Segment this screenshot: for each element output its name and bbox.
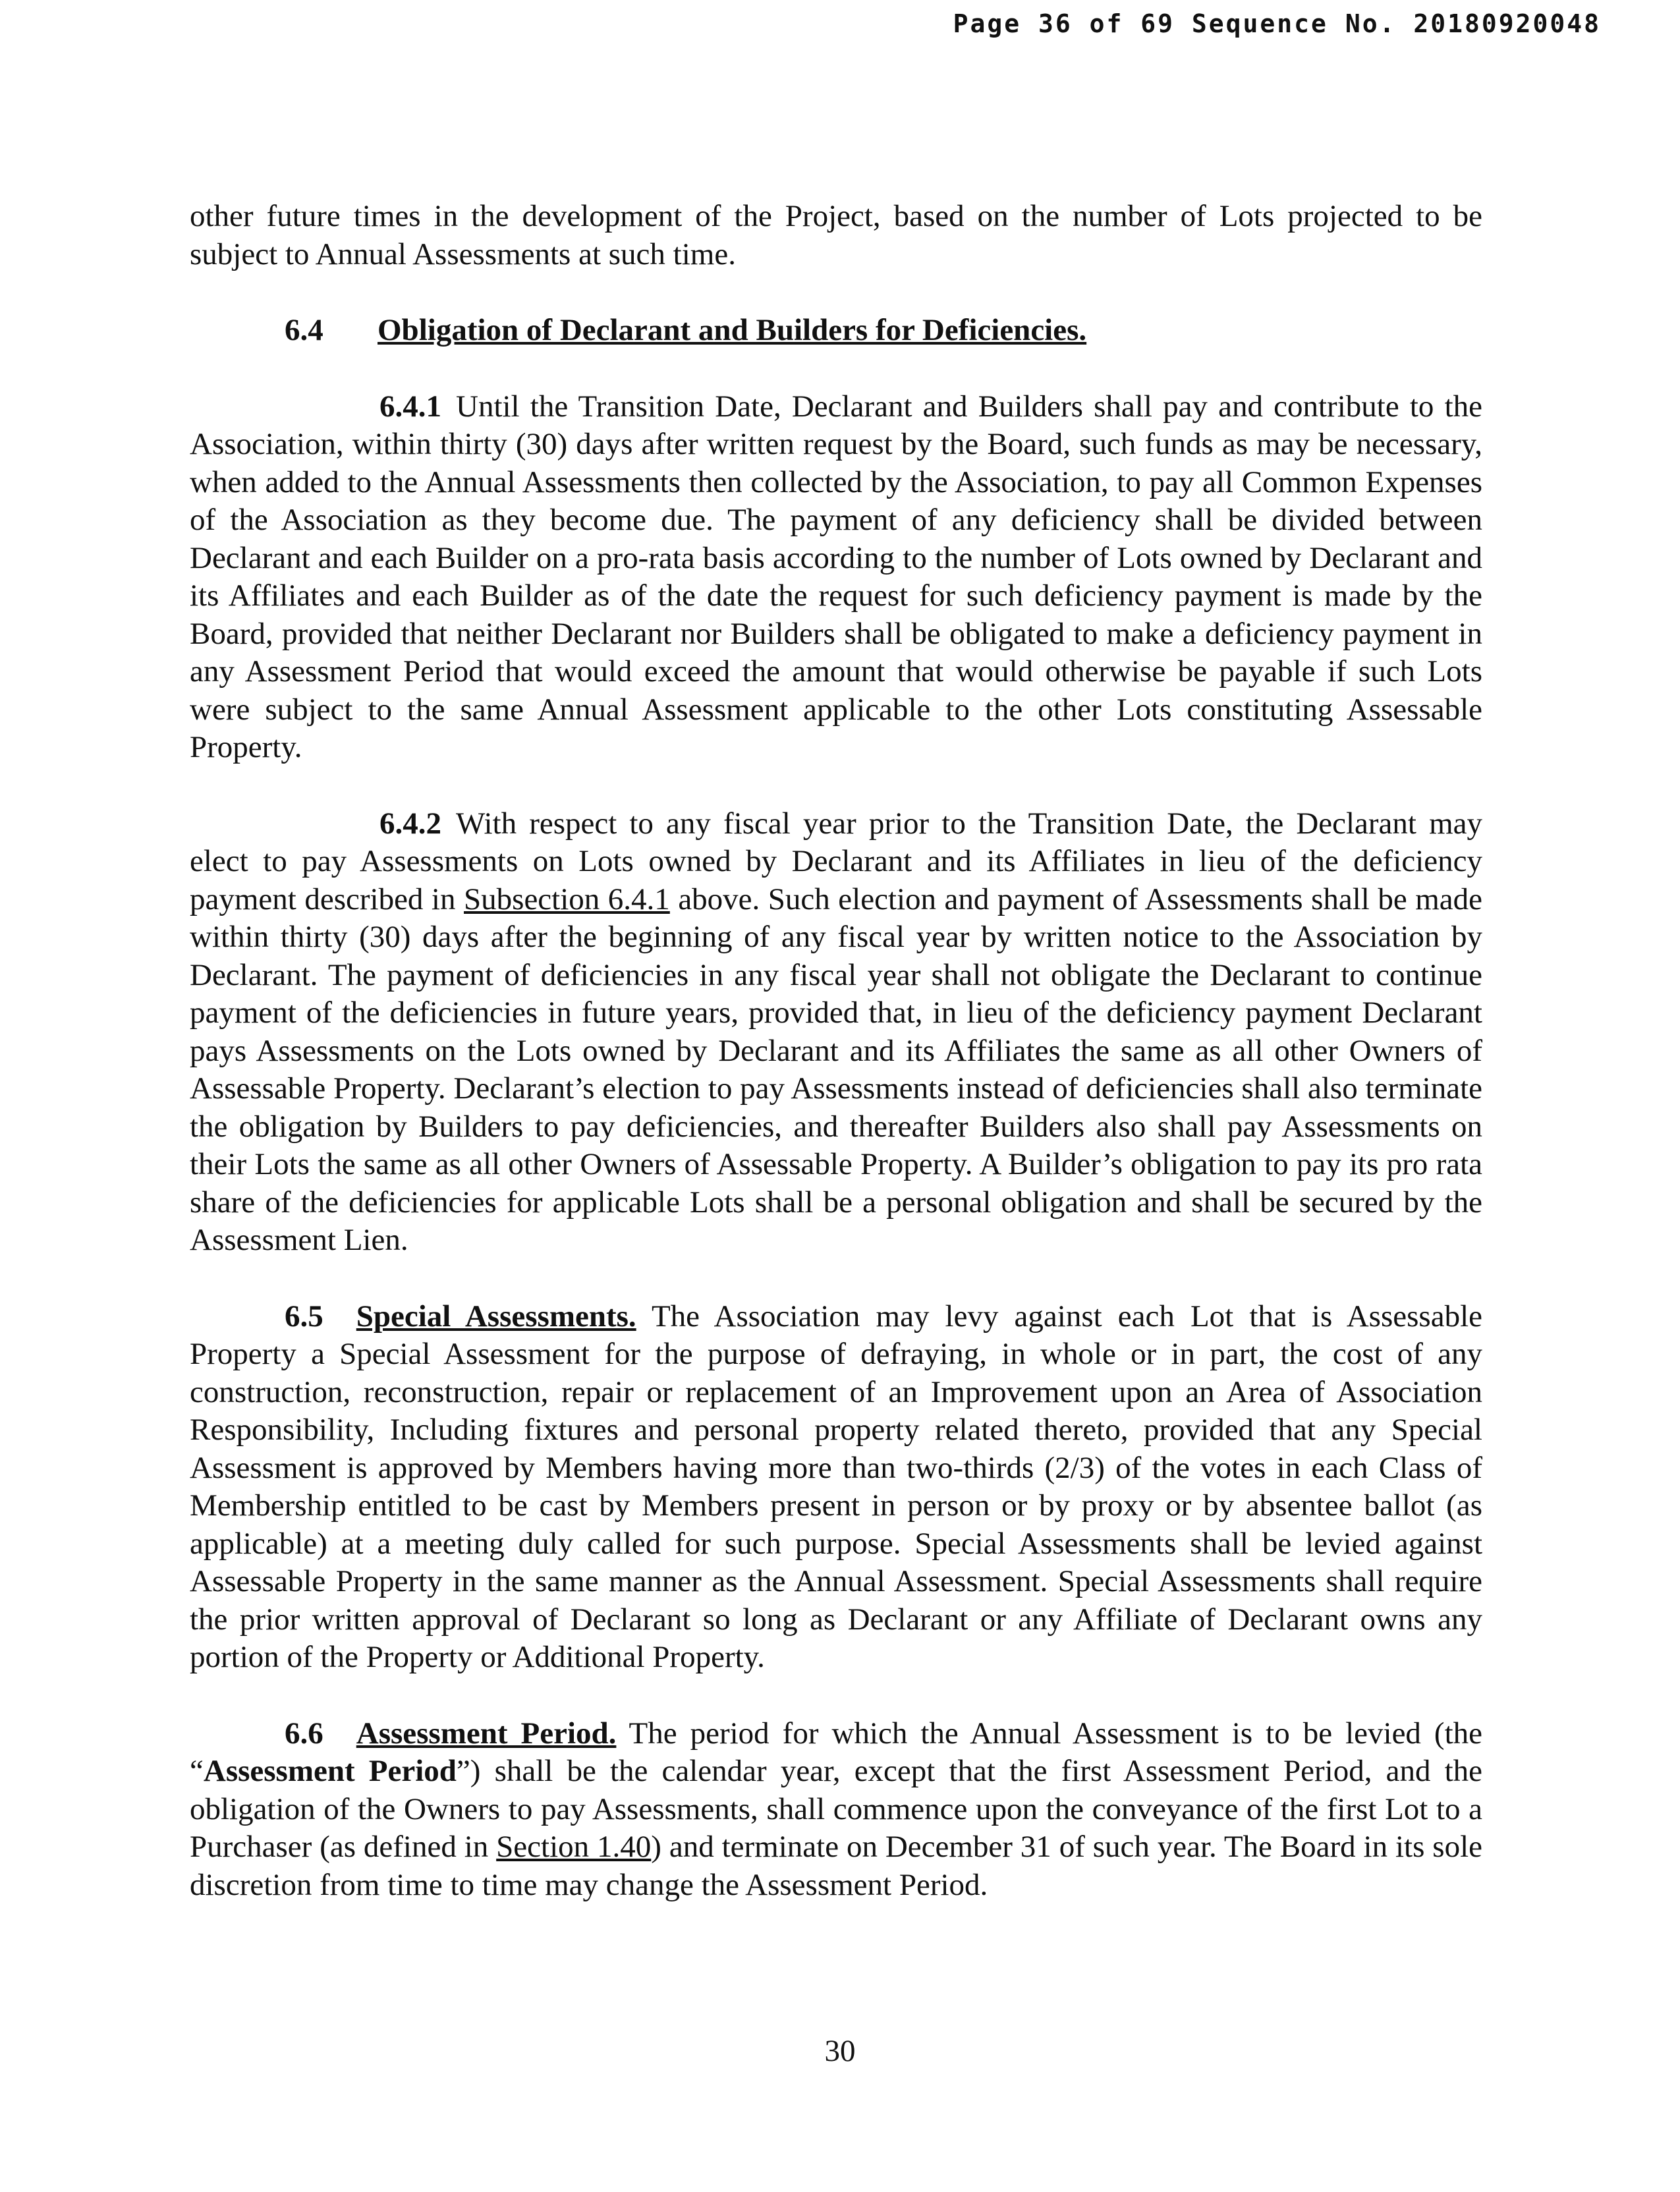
subsection-6-4-1-reference: Subsection 6.4.1 [464, 882, 670, 916]
section-6-4-1-paragraph [190, 388, 1482, 767]
section-6-4-2-number: 6.4.2 [379, 806, 441, 841]
section-6-4-heading [190, 312, 1482, 350]
section-6-4-title: Obligation of Declarant and Builders for Deficiencies. [378, 313, 1087, 347]
section-6-6-number: 6.6 [285, 1716, 323, 1751]
section-6-4-2-text-b: above. Such election and payment of Assessments shall be made within thirty (30) days after the beginning of any fiscal year by written notice to the Association by Declarant. The payment of deficiencies in any fiscal year shall not obligate the Declarant to continue payment of the deficiencies in future years, provided that, in lieu of the deficiency payment Declarant pays Assessments on the Lots owned by Declarant and its Affiliates the same as all other Owners of Assessable Property. Declarant’s election to pay Assessments instead of deficiencies shall also terminate the obligation by Builders to pay deficiencies, and thereafter Builders also shall pay Assessments on their Lots the same as all other Owners of Assessable Property. A Builder’s obligation to pay its pro rata share of the deficiencies for applicable Lots shall be a personal obligation and shall be secured by the Assessment Lien. [190, 882, 1482, 1257]
continuation-text: other future times in the development of the Project, based on the number of Lots projected to be subject to Annual Assessments at such time. [190, 199, 1482, 271]
section-6-5-number: 6.5 [285, 1299, 323, 1334]
section-6-6-text-2: ”) shall be the calendar year, except that the first Assessment Period, and the obligation of the Owners to pay Assessments, shall commence upon the conveyance of the first Lot to a Purchaser (as defined in [190, 1754, 1482, 1864]
section-6-5-text: The Association may levy against each Lot that is Assessable Property a Special Assessment for the purpose of defraying, in whole or in part, the cost of any construction, reconstruction, repair or replacement of an Improvement upon an Area of Association Responsibility, Including fixtures and personal property related thereto, provided that any Special Assessment is approved by Members having more than two-thirds (2/3) of the votes in each Class of Membership entitled to be cast by Members present in person or by proxy or by absentee ballot (as applicable) at a meeting duly called for such purpose. Special Assessments shall be levied against Assessable Property in the same manner as the Annual Assessment. Special Assessments shall require the prior written approval of Declarant so long as Declarant or any Affiliate of Declarant owns any portion of the Property or Additional Property. [190, 1299, 1482, 1674]
section-6-6-title: Assessment Period. [356, 1716, 617, 1751]
section-6-4-1-text: Until the Transition Date, Declarant and Builders shall pay and contribute to the Association, within thirty (30) days after written request by the Board, such funds as may be necessary, when added to the Annual Assessments then collected by the Association, to pay all Common Expenses of the Association as they become due. The payment of any deficiency shall be divided between Declarant and each Builder on a pro-rata basis according to the number of Lots owned by Declarant and its Affiliates and each Builder as of the date the request for such deficiency payment is made by the Board, provided that neither Declarant nor Builders shall be obligated to make a deficiency payment in any Assessment Period that would exceed the amount that would otherwise be payable if such Lots were subject to the same Annual Assessment applicable to the other Lots constituting Assessable Property. [190, 389, 1482, 764]
sequence-header: Page 36 of 69 Sequence No. 20180920048 [953, 9, 1601, 38]
section-1-40-reference: Section 1.40 [496, 1830, 652, 1864]
section-6-6-text-3: ) and terminate on December 31 of such year. The Board in its sole discretion from time to time may change the Assessment Period. [190, 1830, 1483, 1902]
section-6-4-1-number: 6.4.1 [379, 389, 441, 424]
section-6-4-2-paragraph [190, 805, 1482, 1260]
section-6-4-number: 6.4 [285, 313, 323, 347]
section-6-6-paragraph [190, 1715, 1482, 1905]
section-6-5-title: Special Assessments. [356, 1299, 636, 1334]
continuation-paragraph [190, 198, 1482, 273]
document-body [190, 198, 1482, 1942]
section-6-4-2-text-a: With respect to any fiscal year prior to the Transition Date, the Declarant may elect to pay Assessments on Lots owned by Declarant and its Affiliates in lieu of the deficiency payment described in [190, 806, 1482, 916]
assessment-period-defined-term: Assessment Period [203, 1754, 457, 1788]
section-6-5-paragraph [190, 1298, 1482, 1677]
section-6-6-text-1: The period for which the Annual Assessment is to be levied (the “ [190, 1716, 1482, 1788]
page-number: 30 [824, 2034, 856, 2068]
